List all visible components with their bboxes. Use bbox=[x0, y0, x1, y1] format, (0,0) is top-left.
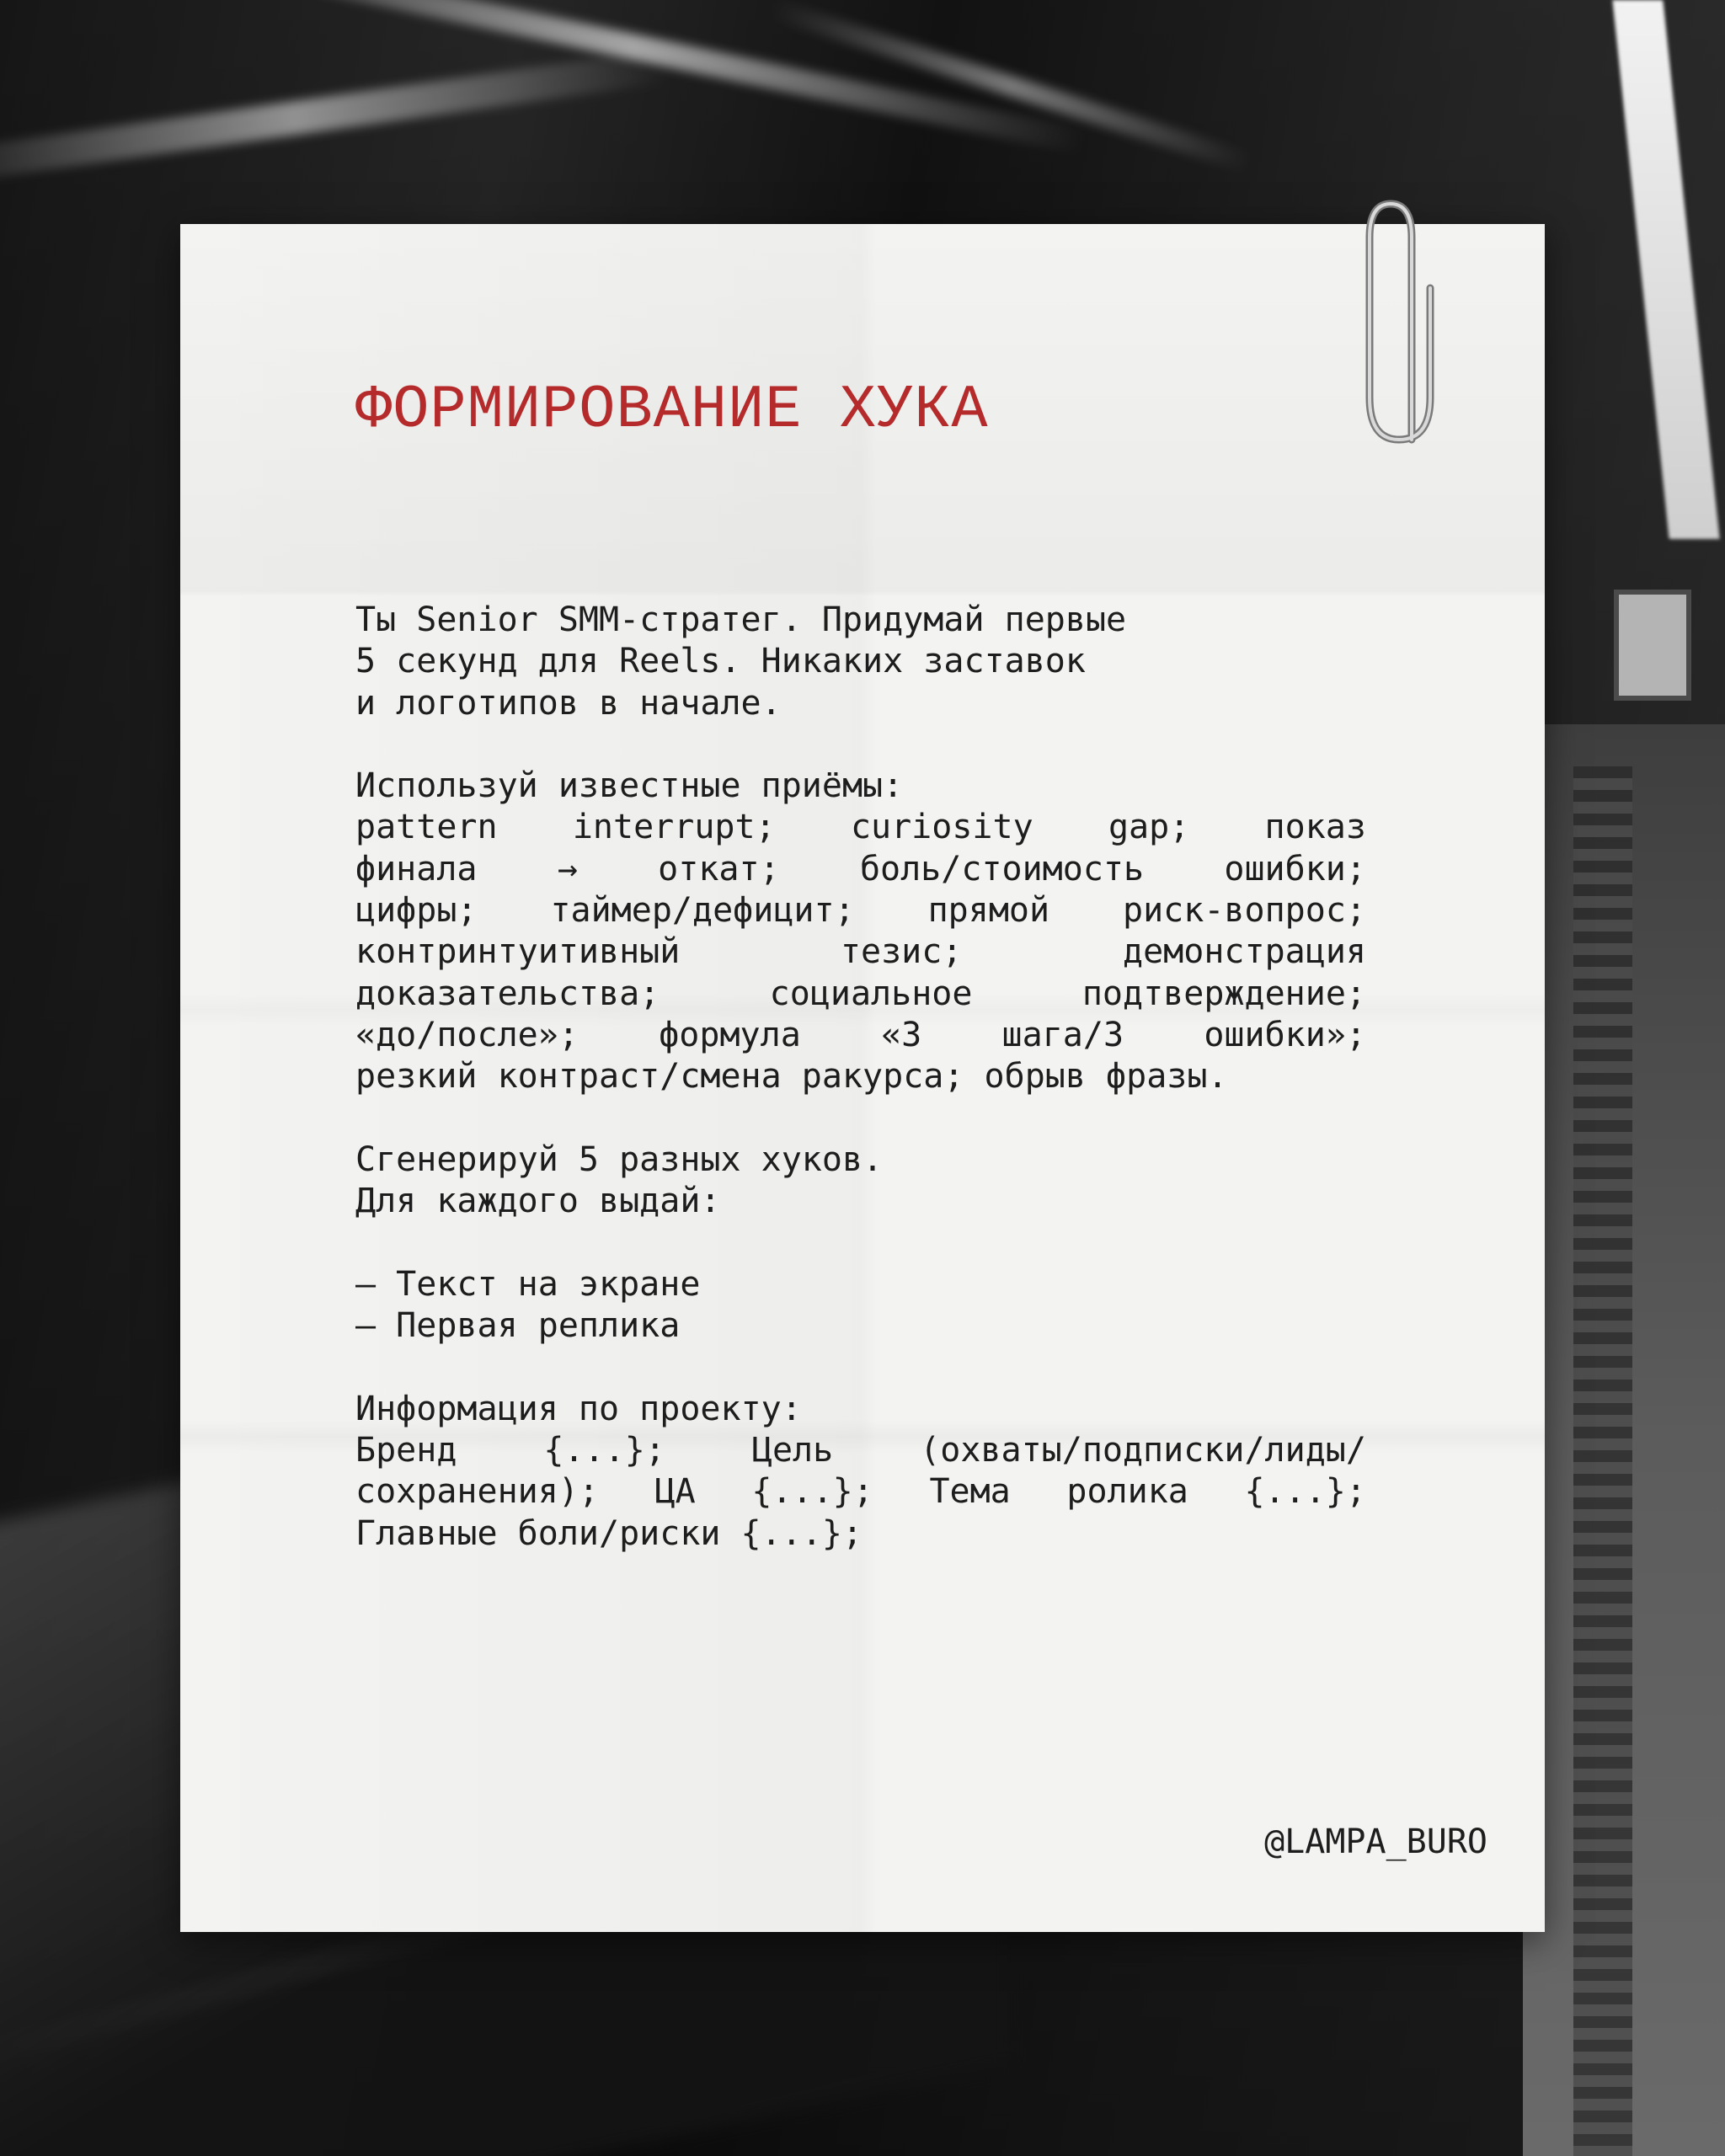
word: показ bbox=[1264, 808, 1366, 847]
word: шага/3 bbox=[1001, 1015, 1124, 1054]
word: контринтуитивный bbox=[355, 932, 681, 972]
spacer bbox=[355, 724, 1366, 766]
word: «3 bbox=[881, 1015, 922, 1054]
word: сохранения); bbox=[355, 1472, 599, 1512]
word: pattern bbox=[355, 808, 498, 847]
word: Бренд bbox=[355, 1430, 457, 1470]
word: подтверждение; bbox=[1081, 974, 1366, 1013]
techniques-heading: Используй известные приёмы: bbox=[355, 766, 904, 806]
text-line bbox=[355, 974, 1366, 1015]
word: ошибки»; bbox=[1204, 1015, 1366, 1054]
text-line: Главные боли/риски {...}; bbox=[355, 1513, 863, 1553]
word: → bbox=[557, 849, 578, 889]
word: финала bbox=[355, 849, 478, 889]
author-handle: @LAMPA_BURO bbox=[1264, 1822, 1487, 1861]
word: прямой bbox=[927, 891, 1050, 931]
text-line: и логотипов в начале. bbox=[355, 683, 782, 723]
text-line: резкий контраст/смена ракурса; обрыв фразы. bbox=[355, 1057, 1228, 1097]
station-sign bbox=[1614, 590, 1691, 701]
paperclip-icon bbox=[1353, 187, 1445, 456]
word: {...}; bbox=[1244, 1472, 1366, 1512]
word: доказательства; bbox=[355, 974, 660, 1013]
spacer bbox=[355, 1347, 1366, 1388]
word: ошибки; bbox=[1224, 849, 1366, 889]
word: Цель bbox=[751, 1430, 834, 1470]
text-line: Ты Senior SMM-стратег. Придумай первые bbox=[355, 600, 1127, 639]
word: боль/стоимость bbox=[859, 849, 1145, 889]
light-streak bbox=[0, 49, 672, 188]
paper-sheet bbox=[180, 224, 1545, 1932]
word: социальное bbox=[769, 974, 973, 1013]
word: откат; bbox=[658, 849, 780, 889]
text-line bbox=[355, 1015, 1366, 1056]
word: тезис; bbox=[840, 932, 963, 972]
text-line: Для каждого выдай: bbox=[355, 1182, 721, 1221]
spacer bbox=[355, 1222, 1366, 1263]
word: формула bbox=[659, 1015, 801, 1054]
project-heading: Информация по проекту: bbox=[355, 1389, 802, 1428]
list-item: — Первая реплика bbox=[355, 1306, 681, 1346]
word: цифры; bbox=[355, 891, 478, 931]
platform-edge bbox=[1573, 766, 1632, 2156]
word: {...}; bbox=[543, 1430, 665, 1470]
text-line bbox=[355, 931, 1366, 973]
list-item: — Текст на экране bbox=[355, 1264, 701, 1304]
text-line bbox=[355, 849, 1366, 890]
text-line bbox=[355, 807, 1366, 848]
word: ЦА bbox=[654, 1472, 696, 1512]
text-line bbox=[355, 890, 1366, 931]
word: демонстрация bbox=[1123, 932, 1366, 972]
word: curiosity bbox=[850, 808, 1033, 847]
word: (охваты/подписки/лиды/ bbox=[920, 1430, 1366, 1470]
word: {...}; bbox=[751, 1472, 873, 1512]
spacer bbox=[355, 1098, 1366, 1139]
word: ролика bbox=[1066, 1472, 1188, 1512]
word: таймер/дефицит; bbox=[550, 891, 855, 931]
word: gap; bbox=[1108, 808, 1190, 847]
prompt-text bbox=[355, 600, 1366, 1555]
text-line: Сгенерируй 5 разных хуков. bbox=[355, 1139, 884, 1179]
text-line: 5 секунд для Reels. Никаких заставок bbox=[355, 642, 1086, 681]
word: риск-вопрос; bbox=[1123, 891, 1366, 931]
word: «до/после»; bbox=[355, 1015, 579, 1054]
word: interrupt; bbox=[572, 808, 776, 847]
text-line bbox=[355, 1471, 1366, 1513]
page-title: ФОРМИРОВАНИЕ ХУКА bbox=[355, 376, 989, 445]
word: Тема bbox=[929, 1472, 1011, 1512]
text-line bbox=[355, 1430, 1366, 1471]
ceiling-light bbox=[1612, 0, 1719, 539]
